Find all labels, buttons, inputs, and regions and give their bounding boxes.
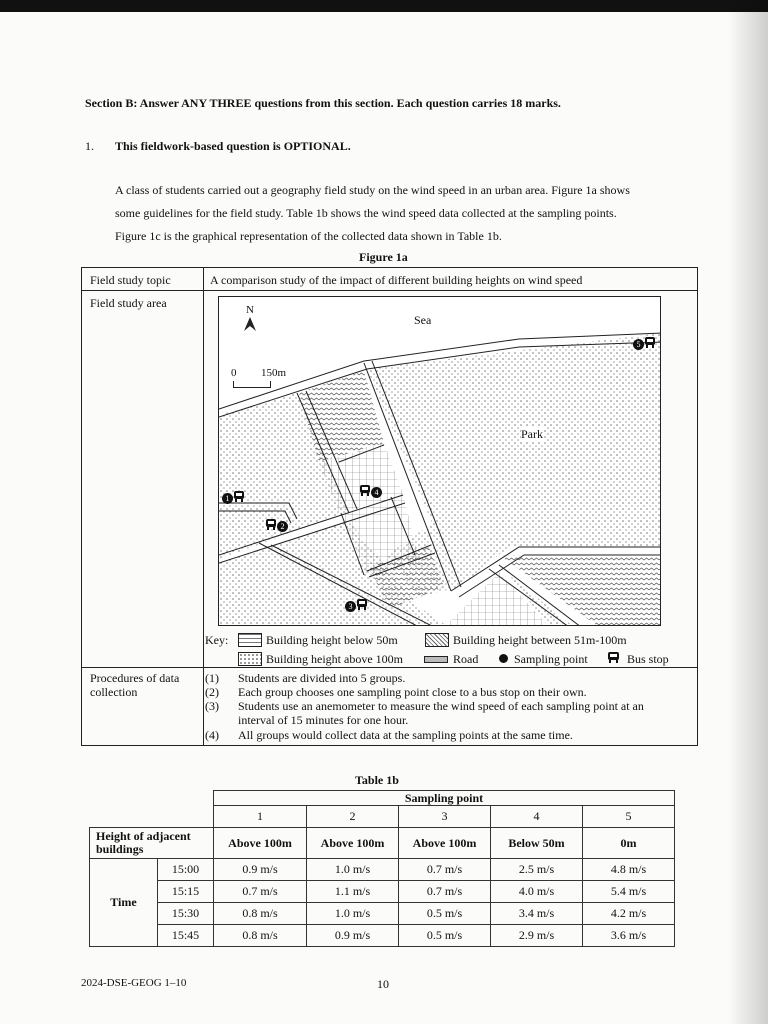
value-cell: 5.4 m/s xyxy=(583,881,675,903)
topic-label: Field study topic xyxy=(90,273,171,287)
height-value: Above 100m xyxy=(214,828,307,859)
scale-zero: 0 xyxy=(231,367,237,379)
bus-stop-icon xyxy=(644,335,656,353)
scan-shadow xyxy=(728,0,768,1024)
time-label: Time xyxy=(90,859,158,947)
table-row xyxy=(90,859,675,881)
north-arrow-icon xyxy=(243,317,257,331)
sampling-point-4 xyxy=(359,483,382,501)
table-row-divider xyxy=(82,667,697,668)
bus-stop-icon xyxy=(233,489,245,507)
sampling-point-3 xyxy=(345,597,368,615)
value-cell: 0.8 m/s xyxy=(214,925,307,947)
value-cell: 0.5 m/s xyxy=(399,903,491,925)
value-cell: 3.4 m/s xyxy=(491,903,583,925)
sampling-point-icon: 4 xyxy=(371,487,382,498)
procedure-text: Students are divided into 5 groups. xyxy=(238,671,406,685)
table-row xyxy=(90,881,675,903)
value-cell: 0.9 m/s xyxy=(307,925,399,947)
map-drawing xyxy=(219,297,661,626)
sampling-point-key-icon xyxy=(499,654,508,663)
value-cell: 0.7 m/s xyxy=(399,859,491,881)
sampling-point-2 xyxy=(265,517,288,535)
procedure-number: (1) xyxy=(205,671,219,685)
value-cell: 0.8 m/s xyxy=(214,903,307,925)
figure-1a-caption: Figure 1a xyxy=(359,250,408,264)
value-cell: 1.0 m/s xyxy=(307,903,399,925)
procedure-text: Students use an anemometer to measure the wind speed of each sampling point at an interval of 15 minutes for one hour. xyxy=(238,699,644,727)
exam-code: 2024-DSE-GEOG 1–10 xyxy=(81,977,187,989)
height-value: Above 100m xyxy=(307,828,399,859)
value-cell: 4.2 m/s xyxy=(583,903,675,925)
bus-stop-icon xyxy=(265,517,277,535)
value-cell: 2.9 m/s xyxy=(491,925,583,947)
procedures-label-line-1: Procedures of data xyxy=(90,671,180,685)
procedures-label-line-2: collection xyxy=(90,685,138,699)
table-1b-caption: Table 1b xyxy=(355,773,399,787)
park-label: Park xyxy=(521,427,543,441)
table-row xyxy=(90,925,675,947)
height-label: Height of adjacent buildings xyxy=(90,828,214,859)
key-title: Key: xyxy=(205,633,229,647)
value-cell: 4.0 m/s xyxy=(491,881,583,903)
table-row xyxy=(90,828,675,859)
value-cell: 3.6 m/s xyxy=(583,925,675,947)
sampling-point-1 xyxy=(222,489,245,507)
key-below-50-swatch xyxy=(238,633,262,647)
bus-stop-icon xyxy=(356,597,368,615)
point-header: 3 xyxy=(399,806,491,828)
key-below-50: Building height below 50m xyxy=(266,633,398,647)
sampling-point-icon: 3 xyxy=(345,601,356,612)
scale-value: 150m xyxy=(261,367,287,379)
table-1b xyxy=(89,790,675,947)
time-cell: 15:00 xyxy=(158,859,214,881)
time-cell: 15:45 xyxy=(158,925,214,947)
procedure-number: (3) xyxy=(205,699,219,713)
figure-1a-table xyxy=(81,267,698,746)
key-sampling-point: Sampling point xyxy=(514,652,588,666)
key-road-swatch xyxy=(424,656,448,663)
value-cell: 0.5 m/s xyxy=(399,925,491,947)
table-row xyxy=(90,806,675,828)
key-above-100: Building height above 100m xyxy=(266,652,403,666)
value-cell: 1.0 m/s xyxy=(307,859,399,881)
procedure-text: Each group chooses one sampling point close to a bus stop on their own. xyxy=(238,685,587,699)
bus-stop-icon xyxy=(359,483,371,501)
point-header: 4 xyxy=(491,806,583,828)
value-cell: 0.7 m/s xyxy=(214,881,307,903)
key-bus-stop: Bus stop xyxy=(627,652,669,666)
page-number: 10 xyxy=(377,977,389,991)
table-row xyxy=(90,903,675,925)
north-label: N xyxy=(246,304,254,316)
bus-stop-key-icon xyxy=(607,651,620,669)
table-row xyxy=(90,791,675,806)
height-value: 0m xyxy=(583,828,675,859)
value-cell: 1.1 m/s xyxy=(307,881,399,903)
key-51-100: Building height between 51m-100m xyxy=(453,633,627,647)
point-header: 2 xyxy=(307,806,399,828)
key-51-100-swatch xyxy=(425,633,449,647)
sampling-point-icon: 2 xyxy=(277,521,288,532)
sampling-point-header: Sampling point xyxy=(214,791,675,806)
value-cell: 4.8 m/s xyxy=(583,859,675,881)
sea-label: Sea xyxy=(414,313,432,327)
time-cell: 15:30 xyxy=(158,903,214,925)
section-heading: Section B: Answer ANY THREE questions from this section. Each question carries 18 marks. xyxy=(85,96,561,110)
procedure-text: All groups would collect data at the sampling points at the same time. xyxy=(238,728,573,742)
time-cell: 15:15 xyxy=(158,881,214,903)
table-row-divider xyxy=(82,290,697,291)
sampling-point-icon: 5 xyxy=(633,339,644,350)
value-cell: 0.9 m/s xyxy=(214,859,307,881)
area-label: Field study area xyxy=(90,296,167,310)
point-header: 1 xyxy=(214,806,307,828)
intro-line-3: Figure 1c is the graphical representation of the collected data shown in Table 1b. xyxy=(115,229,502,243)
height-value: Above 100m xyxy=(399,828,491,859)
intro-line-1: A class of students carried out a geography field study on the wind speed in an urban area. Figure 1a shows xyxy=(115,183,630,197)
sampling-point-icon: 1 xyxy=(222,493,233,504)
value-cell: 0.7 m/s xyxy=(399,881,491,903)
point-header: 5 xyxy=(583,806,675,828)
procedure-number: (4) xyxy=(205,728,219,742)
height-value: Below 50m xyxy=(491,828,583,859)
procedure-number: (2) xyxy=(205,685,219,699)
key-road: Road xyxy=(453,652,479,666)
topic-value: A comparison study of the impact of different building heights on wind speed xyxy=(210,273,583,287)
table-column-divider xyxy=(203,268,204,745)
scale-bar xyxy=(233,381,271,388)
intro-line-2: some guidelines for the field study. Table 1b shows the wind speed data collected at the sampling points. xyxy=(115,206,617,220)
value-cell: 2.5 m/s xyxy=(491,859,583,881)
key-above-100-swatch xyxy=(238,652,262,666)
sampling-point-5 xyxy=(633,335,656,353)
question-number: 1. xyxy=(85,139,94,153)
page-top-edge xyxy=(0,0,768,12)
field-study-map xyxy=(218,296,661,626)
question-title: This fieldwork-based question is OPTIONAL. xyxy=(115,139,351,153)
